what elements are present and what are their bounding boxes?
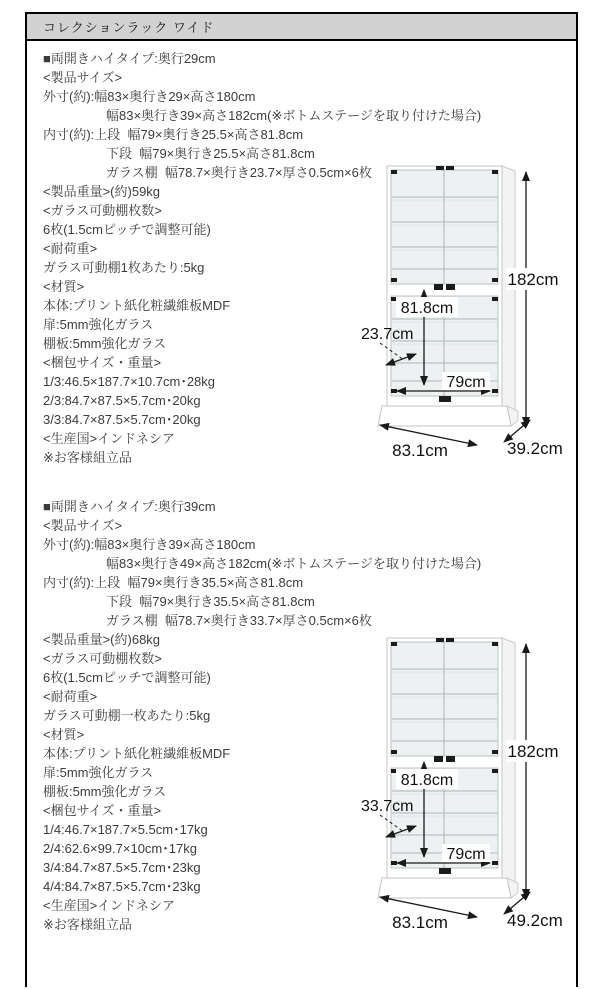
spec-text-depth29: [27, 41, 576, 467]
spec-line: <材質>: [43, 279, 85, 294]
spec-line: <ガラス可動棚枚数>: [43, 203, 162, 218]
title-bar: [27, 14, 576, 41]
spec-line: 内寸(約):上段 幅79×奥行き35.5×高さ81.8cm: [43, 575, 304, 590]
spec-line: 扉:5mm強化ガラス: [43, 317, 154, 332]
spec-line: <ガラス可動棚枚数>: [43, 651, 162, 666]
shelf-depth-dimension-label: 33.7cm: [361, 798, 414, 815]
section-heading: ■両開きハイタイプ:奥行29cm: [43, 51, 216, 66]
spec-line: 本体:プリント紙化粧繊維板MDF: [43, 746, 231, 761]
spec-line: ガラス棚 幅78.7×奥行き33.7×厚さ0.5cm×6枚: [106, 613, 372, 628]
spec-line: 下段 幅79×奥行き35.5×高さ81.8cm: [106, 594, 315, 609]
spec-line: 1/4:46.7×187.7×5.5cm･17kg: [43, 822, 208, 837]
spec-line: <材質>: [43, 727, 85, 742]
spec-line: ※お客様組立品: [43, 450, 132, 465]
page-title: コレクションラック ワイド: [43, 20, 215, 35]
spec-line: <梱包サイズ・重量>: [43, 803, 162, 818]
spec-line: 2/4:62.6×99.7×10cm･17kg: [43, 841, 197, 856]
spec-line: <耐荷重>: [43, 241, 98, 256]
spec-line: 棚板:5mm強化ガラス: [43, 784, 167, 799]
spec-line: 扉:5mm強化ガラス: [43, 765, 154, 780]
height-dimension-label: 182cm: [507, 742, 559, 761]
spec-line: 1/3:46.5×187.7×10.7cm･28kg: [43, 374, 216, 389]
outer-width-dimension-label: 83.1cm: [392, 913, 448, 931]
spec-line: <生産国>インドネシア: [43, 898, 176, 913]
spec-line: ガラス可動棚一枚あたり:5kg: [43, 708, 211, 723]
section-depth39: [27, 489, 576, 989]
shelf-depth-dimension-label: 23.7cm: [361, 326, 414, 343]
section-depth29: [27, 41, 576, 489]
spec-line: <製品サイズ>: [43, 70, 123, 85]
inner-width-dimension-label: 79cm: [446, 374, 486, 391]
inner-height-dimension-label: 81.8cm: [400, 300, 454, 317]
section-heading: ■両開きハイタイプ:奥行39cm: [43, 499, 216, 514]
spec-line: 幅83×奥行き39×高さ182cm(※ボトムステージを取り付けた場合): [106, 108, 482, 123]
spec-line: 4/4:84.7×87.5×5.7cm･23kg: [43, 879, 201, 894]
spec-line: 棚板:5mm強化ガラス: [43, 336, 167, 351]
spec-line: <製品重量>(約)59kg: [43, 184, 161, 199]
spec-line: <製品サイズ>: [43, 518, 123, 533]
outer-width-dimension-label: 83.1cm: [392, 441, 448, 459]
spec-line: ※お客様組立品: [43, 917, 132, 932]
spec-line: 6枚(1.5cmピッチで調整可能): [43, 222, 211, 237]
spec-line: 3/3:84.7×87.5×5.7cm･20kg: [43, 412, 201, 427]
spec-line: <製品重量>(約)68kg: [43, 632, 161, 647]
spec-line: 6枚(1.5cmピッチで調整可能): [43, 670, 211, 685]
spec-line: 本体:プリント紙化粧繊維板MDF: [43, 298, 231, 313]
spec-line: 外寸(約):幅83×奥行き29×高さ180cm: [43, 89, 256, 104]
inner-width-dimension-label: 79cm: [446, 846, 486, 863]
spec-line: <生産国>インドネシア: [43, 431, 176, 446]
spec-line: 3/4:84.7×87.5×5.7cm･23kg: [43, 860, 201, 875]
spec-line: 内寸(約):上段 幅79×奥行き25.5×高さ81.8cm: [43, 127, 304, 142]
spec-text-depth39: [27, 489, 576, 934]
outer-depth-dimension-label: 39.2cm: [507, 439, 563, 458]
spec-line: 幅83×奥行き49×高さ182cm(※ボトムステージを取り付けた場合): [106, 556, 482, 571]
spec-line: <梱包サイズ・重量>: [43, 355, 162, 370]
spec-sheet-frame: [25, 12, 578, 987]
spec-line: ガラス可動棚1枚あたり:5kg: [43, 260, 205, 275]
inner-height-dimension-label: 81.8cm: [400, 772, 454, 789]
spec-line: ガラス棚 幅78.7×奥行き23.7×厚さ0.5cm×6枚: [106, 165, 372, 180]
spec-line: 2/3:84.7×87.5×5.7cm･20kg: [43, 393, 201, 408]
height-dimension-label: 182cm: [507, 270, 559, 289]
spec-line: <耐荷重>: [43, 689, 98, 704]
outer-depth-dimension-label: 49.2cm: [507, 911, 563, 930]
spec-line: 外寸(約):幅83×奥行き39×高さ180cm: [43, 537, 256, 552]
spec-line: 下段 幅79×奥行き25.5×高さ81.8cm: [106, 146, 315, 161]
